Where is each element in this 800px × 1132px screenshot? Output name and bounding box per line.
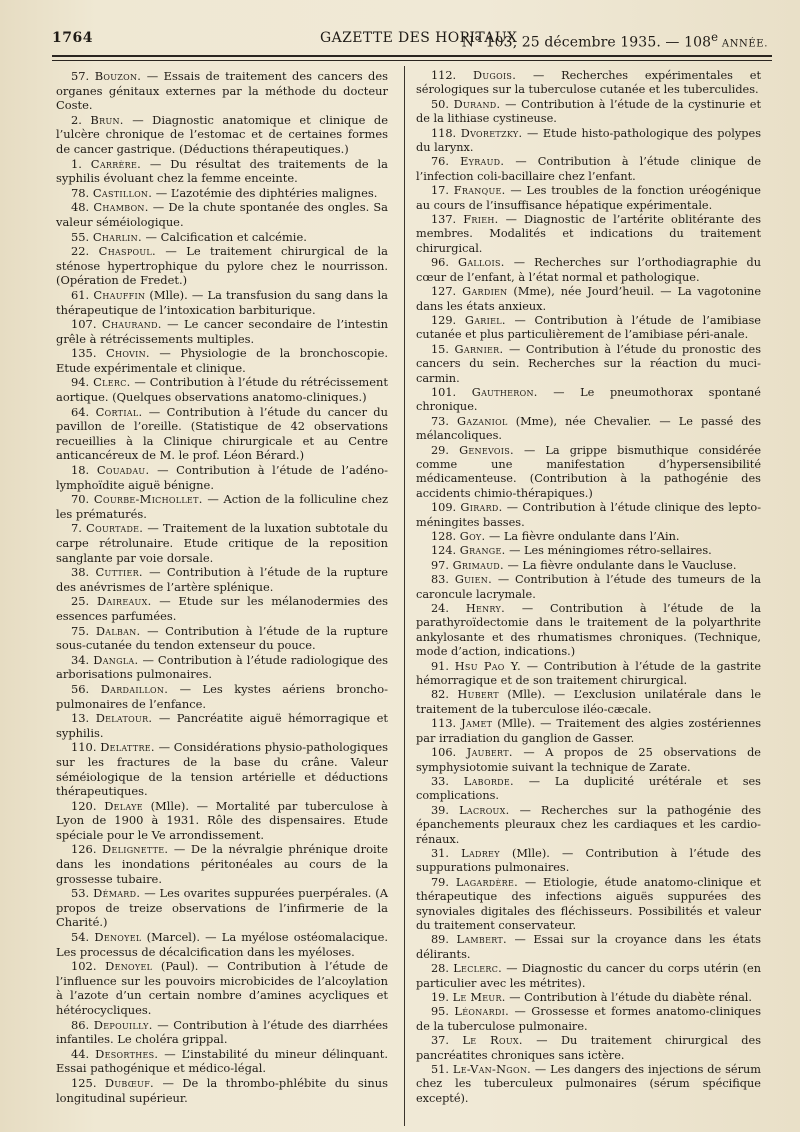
entry-title: — Physiologie de la bronchoscopie. Etude expérimentale et clinique. [56,346,389,375]
entry-number: 18. [71,463,90,478]
entry-author: Delattre. [100,740,155,755]
entry-number: 29. [431,443,449,457]
entry-number: 82. [431,688,449,702]
thesis-entry [416,98,761,127]
entry-author: Garnier. [454,342,504,356]
entry-title: — Les ovarites suppurées puerpérales. (A propos de treize observations de l’infirmerie de la Charité.) [56,886,389,930]
thesis-entry [56,1018,388,1047]
entry-title: — La grippe bismuthique considérée comme une manifestation d’hypersensibilité médicamenteuse. (Contribution à la pathogénie des accidents chimio-thérapiques.) [416,443,762,500]
thesis-entry [56,244,388,288]
entry-title: — Calcification et calcémie. [141,229,307,244]
entry-number: 53. [71,886,90,901]
thesis-entry [416,746,761,775]
thesis-entry [56,740,388,798]
entry-number: 17. [431,184,449,198]
entry-number: 54. [71,930,90,945]
entry-title: — A propos de 25 observations de symphysiotomie suivant la technique de Zarate. [416,746,761,774]
entry-author: Jaubert. [466,746,513,760]
entry-author: Depouilly. [93,1017,153,1032]
thesis-entry [416,415,761,444]
entry-title: — La fièvre ondulante dans l’Ain. [485,530,680,543]
entry-author: Couadau. [96,463,150,478]
thesis-entry [56,492,388,521]
entry-author: Durand. [453,97,501,111]
entry-author: Chambon. [93,200,149,215]
thesis-entry [56,930,388,959]
thesis-entry [56,69,388,113]
entry-title: — Action de la folliculine chez les prématurés. [56,492,388,521]
entry-author: Lagardère. [455,875,519,889]
entry-number: 118. [431,126,457,140]
entry-title: (Mlle). — Mortalité par tuberculose à Lyon de 1900 à 1931. Rôle des dispensaires. Etude spéciale pour le Ve arrondissement. [56,798,389,842]
entry-number: 57. [71,69,90,83]
entry-title: — Essais de traitement des cancers des organes génitaux externes par la méthode du docteur Coste. [56,69,389,113]
entry-title: — Contribution à l’étude de l’amibiase cutanée et plus particulièrement de l’amibiase péri-anale. [416,313,761,342]
entry-author: Ladrey [461,846,500,860]
entry-number: 95. [431,1005,449,1019]
thesis-entry [56,463,388,492]
entry-author: Courtade. [86,521,144,536]
thesis-entry [416,386,761,415]
entry-number: 79. [431,875,449,889]
thesis-entry [416,717,761,746]
entry-title: — Le pneumothorax spontané chronique. [416,385,761,414]
entry-author: Dvoretzky. [460,126,523,140]
entry-number: 137. [431,213,457,227]
entry-number: 38. [71,565,90,580]
entry-number: 37. [431,1034,449,1048]
entry-title: — Contribution à l’étude de la parathyroïdectomie dans le traitement de la polyarthrite ankylosante et des rhumatismes chroniques. (Technique, mode d’action, indications.) [416,602,761,659]
entry-number: 135. [71,346,97,361]
entry-number: 94. [71,375,90,390]
entry-number: 112. [431,69,457,82]
entry-author: Franque. [453,184,506,198]
thesis-entry [56,1047,388,1076]
entry-author: Denoyel [94,930,142,945]
thesis-entry [56,346,388,375]
entry-title: — Contribution à l’étude du rétrécissement aortique. (Quelques observations anatomo-cliniques.) [56,375,388,405]
entry-title: — Les kystes aériens broncho-pulmonaires de l’enfance. [56,681,388,711]
entry-title: — Contribution à l’étude des tumeurs de la caroncule lacrymale. [416,573,762,601]
entry-author: Le Meur. [452,991,506,1004]
masthead-title: GAZETTE DES HOPITAUX [320,30,518,46]
thesis-entry [416,933,761,962]
thesis-entry [416,155,761,184]
entry-number: 109. [431,501,457,515]
thesis-entry [416,501,761,530]
entry-author: Bouzon. [94,69,142,83]
entry-title: — Etiologie, étude anatomo-clinique et thérapeutique des infections aiguës suppurées des synoviales digitales des fléchisseurs. Possibilités et valeur du traitement conservateur. [416,875,762,932]
thesis-entry [416,775,761,804]
entry-author: Lambert. [456,933,507,947]
entry-number: 97. [431,558,449,572]
thesis-entry [416,213,761,256]
entry-number: 102. [71,959,97,974]
thesis-entry [416,559,761,573]
entry-author: Grange. [459,544,506,558]
entry-author: Grimaud. [452,558,504,572]
entry-number: 64. [71,404,90,419]
thesis-entry [416,991,761,1005]
entry-title: (Mme), née Jourd’heuil. — La vagotonine dans les états anxieux. [416,285,761,313]
thesis-entry [416,530,761,544]
entry-author: Girard. [460,501,503,515]
entry-author: Gazaniol [457,414,508,428]
entry-title: — Considérations physio-pathologiques sur les fractures de la base du crâne. Valeur séméiologique de la tension artérielle et déductions thérapeutiques. [56,740,388,799]
entry-author: Dubœuf. [104,1075,154,1090]
entry-author: Hsu Pao Y. [454,659,521,673]
thesis-entry [56,565,388,594]
thesis-entry [56,624,388,653]
entry-title: — Grossesse et formes anatomo-cliniques de la tuberculose pulmonaire. [416,1005,761,1033]
issue-date: N° 103, 25 décembre 1935. — 108 [461,34,712,51]
entry-number: 24. [431,602,449,616]
entry-number: 7. [71,521,82,536]
issue-year-suffix: ANNÉE. [718,38,768,50]
entry-title: — Du résultat des traitements de la syphilis évoluant chez la femme enceinte. [56,156,388,186]
entry-title: — Du traitement chirurgical des pancréatites chroniques sans ictère. [416,1034,761,1062]
thesis-entry [56,653,388,682]
entry-author: Chauffin [93,287,146,302]
entry-title: — Recherches expérimentales et sérologiques sur la tuberculose cutanée et les tuberculides. [416,69,762,97]
entry-title: — Les dangers des injections de sérum chez les tuberculeux pulmonaires (sérum spécifique excepté). [416,1063,761,1105]
entry-number: 2. [71,112,82,127]
entry-author: Jamet [461,717,493,731]
entry-title: — Contribution à l’étude de la gastrite hémorragique et de son traitement chirurgical. [416,659,761,688]
page-header [52,30,768,52]
entry-author: Hubert [457,688,499,702]
thesis-entry [416,876,761,934]
entry-title: — Etude histo-pathologique des polypes du larynx. [416,126,761,155]
entry-author: Denoyel [105,959,153,974]
entry-number: 34. [71,652,90,667]
thesis-entry [56,113,388,157]
entry-number: 89. [431,933,449,947]
entry-author: Dangla. [93,652,139,667]
entry-author: Chaspoul. [98,244,156,259]
thesis-entry [56,317,388,346]
thesis-entry [416,847,761,876]
entry-number: 48. [71,200,90,215]
left-column [56,69,388,1105]
entry-author: Laborde. [463,774,514,788]
entry-author: Le-Van-Ngon. [452,1063,532,1077]
thesis-entry [56,230,388,245]
thesis-entry [56,799,388,843]
thesis-entry [416,544,761,558]
thesis-entry [56,521,388,565]
entry-number: 83. [431,573,449,587]
thesis-entry [56,594,388,623]
thesis-entry [416,573,761,602]
thesis-entry [56,842,388,886]
thesis-entry [416,285,761,314]
entry-title: — Contribution à l’étude radiologique des arborisations pulmonaires. [56,652,389,682]
thesis-entry [416,184,761,213]
entry-number: 50. [431,97,449,111]
issue-line [462,30,768,51]
entry-number: 124. [431,544,457,558]
entry-title: — Les troubles de la fonction uréogénique au cours de l’insuffisance hépatique expérimentale. [416,184,761,212]
entry-author: Gardien [462,285,508,299]
thesis-entry [416,444,761,502]
entry-number: 31. [431,846,449,860]
thesis-entry [56,711,388,740]
entry-number: 78. [71,185,90,200]
page-number: 1764 [52,30,93,46]
thesis-entry [416,127,761,156]
entry-title: — De la névralgie phrénique droite dans les inondations péritonéales au cours de la grossesse tubaire. [56,842,389,886]
entry-number: 106. [431,746,457,760]
entry-author: Charlin. [92,229,142,244]
entry-title: — Essai sur la croyance dans les états délirants. [416,933,762,961]
entry-author: Delatour. [95,711,153,726]
entry-title: — Recherches sur la pathogénie des épanchements pleuraux chez les cardiaques et les cardio-rénaux. [416,803,761,846]
thesis-entry [416,314,761,343]
entry-author: Cuttier. [95,565,143,580]
right-column [416,69,761,1106]
thesis-entry [416,660,761,689]
entry-title: — Contribution à l’étude du diabète rénal. [505,991,753,1004]
entry-number: 25. [71,594,90,609]
entry-title: — Diagnostic anatomique et clinique de l’ulcère chronique de l’estomac et de certaines formes de cancer gastrique. (Déductions thérapeutiques.) [56,112,388,156]
entry-author: Frieh. [463,213,499,227]
thesis-entry [416,804,761,847]
entry-author: Delaye [104,798,143,813]
entry-title: (Mlle). — Traitement des algies zostériennes par irradiation du ganglion de Gasser. [416,717,761,745]
thesis-entry [56,959,388,1017]
entry-title: (Mlle). — Contribution à l’étude des suppurations pulmonaires. [416,846,762,875]
thesis-entry [416,1034,761,1063]
entry-number: 73. [431,414,449,428]
thesis-entry [416,962,761,991]
entry-author: Carrère. [90,156,142,171]
entry-author: Le Roux. [462,1034,523,1048]
entry-author: Delignette. [102,842,169,857]
entry-title: — Contribution à l’étude du pronostic des cancers du sein. Recherches sur la réaction du muci-carmin. [416,342,762,385]
entry-title: — Contribution à l’étude de la rupture des anévrismes de l’artère splénique. [56,565,388,594]
entry-title: — Le traitement chirurgical de la sténose hypertrophique du pylore chez le nourrisson. (Opération de Fredet.) [56,244,388,288]
entry-author: Démard. [93,886,141,901]
entry-author: Goy. [459,530,486,543]
entry-title: — Diagnostic de l’artérite oblitérante des membres. Modalités et indications du traitement chirurgical. [416,213,761,255]
entry-number: 126. [71,842,97,857]
entry-number: 113. [431,717,457,731]
entry-author: Courbe-Michollet. [93,492,203,507]
entry-title: — Etude sur les mélanodermies des essences parfumées. [56,594,389,623]
entry-title: — L’azotémie des diphtéries malignes. [152,185,378,200]
entry-author: Gautheron. [471,385,538,399]
entry-number: 22. [71,244,90,259]
entry-number: 128. [431,530,457,543]
entry-author: Léonardi. [454,1005,509,1019]
thesis-entry [56,186,388,201]
entry-author: Chaurand. [101,317,162,332]
entry-number: 61. [71,287,90,302]
entry-title: — Recherches sur l’orthodiagraphie du cœur de l’enfant, à l’état normal et pathologique. [416,256,761,284]
entry-number: 28. [431,962,449,976]
entry-number: 51. [431,1063,449,1077]
entry-number: 39. [431,803,449,817]
entry-author: Henry. [465,602,505,616]
entry-title: — Contribution à l’étude du cancer du pavillon de l’oreille. (Statistique de 42 observations recueillies à la Clinique chirurgicale et au Centre anticancéreux de M. le prof. Léon Bérard.) [56,404,388,463]
entry-number: 44. [71,1046,90,1061]
entry-title: (Paul). — Contribution à l’étude de l’influence sur les pouvoirs microbicides de l’alcoylation à l’azote d’un certain nombre d’amines acycliques et hétérocycliques. [56,959,388,1017]
entry-number: 86. [71,1017,90,1032]
thesis-entry [56,157,388,186]
entry-number: 55. [71,229,90,244]
entry-number: 120. [71,798,97,813]
entry-author: Daireaux. [96,594,152,609]
entry-number: 56. [71,681,90,696]
entry-title: (Mme), née Chevalier. — Le passé des mélancoliques. [416,414,761,443]
entry-number: 13. [71,711,90,726]
header-rule-thin [52,60,772,61]
entry-title: (Mlle). — L’exclusion unilatérale dans le traitement de la tuberculose iléo-cæcale. [416,688,762,716]
column-divider [404,66,405,1126]
entry-number: 33. [431,774,449,788]
entry-author: Brun. [90,112,124,127]
entry-title: — Diagnostic du cancer du corps utérin (en particulier avec les métrites). [416,962,761,990]
entry-title: (Mlle). — La transfusion du sang dans la thérapeutique de l’intoxication barbiturique. [56,287,388,317]
entry-title: — De la thrombo-phlébite du sinus longitudinal supérieur. [56,1075,388,1105]
thesis-entry [416,343,761,386]
entry-title: (Marcel). — La myélose ostéomalacique. Les processus de décalcification dans les myéloses. [56,930,389,959]
header-rule-thick [52,55,772,57]
entry-author: Genevois. [459,443,514,457]
entry-number: 107. [71,317,97,332]
thesis-entry [56,1076,388,1105]
entry-title: — Contribution à l’étude de l’adéno-lymphoïdite aiguë bénigne. [56,463,389,492]
entry-number: 15. [431,342,449,356]
entry-author: Chovin. [106,346,150,361]
entry-title: — Contribution à l’étude clinique de l’infection coli-bacillaire chez l’enfant. [416,155,761,183]
entry-author: Desorthes. [95,1046,159,1061]
thesis-entry [56,288,388,317]
thesis-entry [56,886,388,930]
entry-number: 75. [71,623,90,638]
entry-title: — Les méningiomes rétro-sellaires. [505,544,712,558]
entry-title: — Contribution à l’étude de la rupture sous-cutanée du tendon extenseur du pouce. [56,623,388,653]
entry-title: — Pancréatite aiguë hémorragique et syphilis. [56,711,388,740]
entry-number: 110. [71,740,97,755]
entry-author: Gallois. [458,256,505,270]
thesis-entry [416,256,761,285]
entry-author: Dugois. [473,69,517,82]
entry-author: Eyraud. [460,155,505,169]
entry-number: 70. [71,492,90,507]
entry-title: — Contribution à l’étude de la cystinurie et de la lithiase cystineuse. [416,97,762,126]
entry-number: 125. [71,1075,97,1090]
entry-number: 91. [431,659,449,673]
entry-author: Gariel. [464,313,506,327]
entry-author: Lacroux. [459,803,510,817]
entry-number: 96. [431,256,449,270]
thesis-entry [416,1005,761,1034]
entry-author: Clerc. [93,375,131,390]
thesis-entry [56,405,388,463]
entry-number: 101. [431,385,457,399]
thesis-entry [416,602,761,660]
entry-number: 76. [431,155,449,169]
entry-author: Leclerc. [453,962,503,976]
entry-number: 127. [431,285,457,299]
entry-title: — Contribution à l’étude clinique des lepto-méningites basses. [416,501,762,529]
entry-title: — Le cancer secondaire de l’intestin grêle à rétrécissements multiples. [56,317,388,346]
thesis-entry [56,200,388,229]
entry-number: 19. [431,991,449,1004]
entry-number: 1. [71,156,82,171]
entry-title: — La duplicité urétérale et ses complications. [416,774,761,803]
entry-title: — La fièvre ondulante dans le Vaucluse. [503,558,737,572]
thesis-entry [416,1063,761,1106]
thesis-entry [56,375,388,404]
thesis-entry [56,682,388,711]
entry-title: — Contribution à l’étude des diarrhées infantiles. Le choléra grippal. [56,1017,388,1047]
entry-author: Cortial. [95,404,143,419]
entry-author: Dardaillon. [100,681,169,696]
entry-number: 129. [431,313,457,327]
issue-year-superscript: e [711,30,719,44]
entry-author: Castillon. [92,185,153,200]
entry-title: — Traitement de la luxation subtotale du carpe rétrolunaire. Etude critique de la reposition sanglante par voie dorsale. [56,521,388,565]
entry-title: — L’instabilité du mineur délinquant. Essai pathogénique et médico-légal. [56,1046,389,1076]
entry-author: Guien. [454,573,492,587]
entry-author: Dalban. [95,623,141,638]
thesis-entry [416,688,761,717]
thesis-entry [416,69,761,98]
entry-title: — De la chute spontanée des ongles. Sa valeur séméiologique. [56,200,388,229]
